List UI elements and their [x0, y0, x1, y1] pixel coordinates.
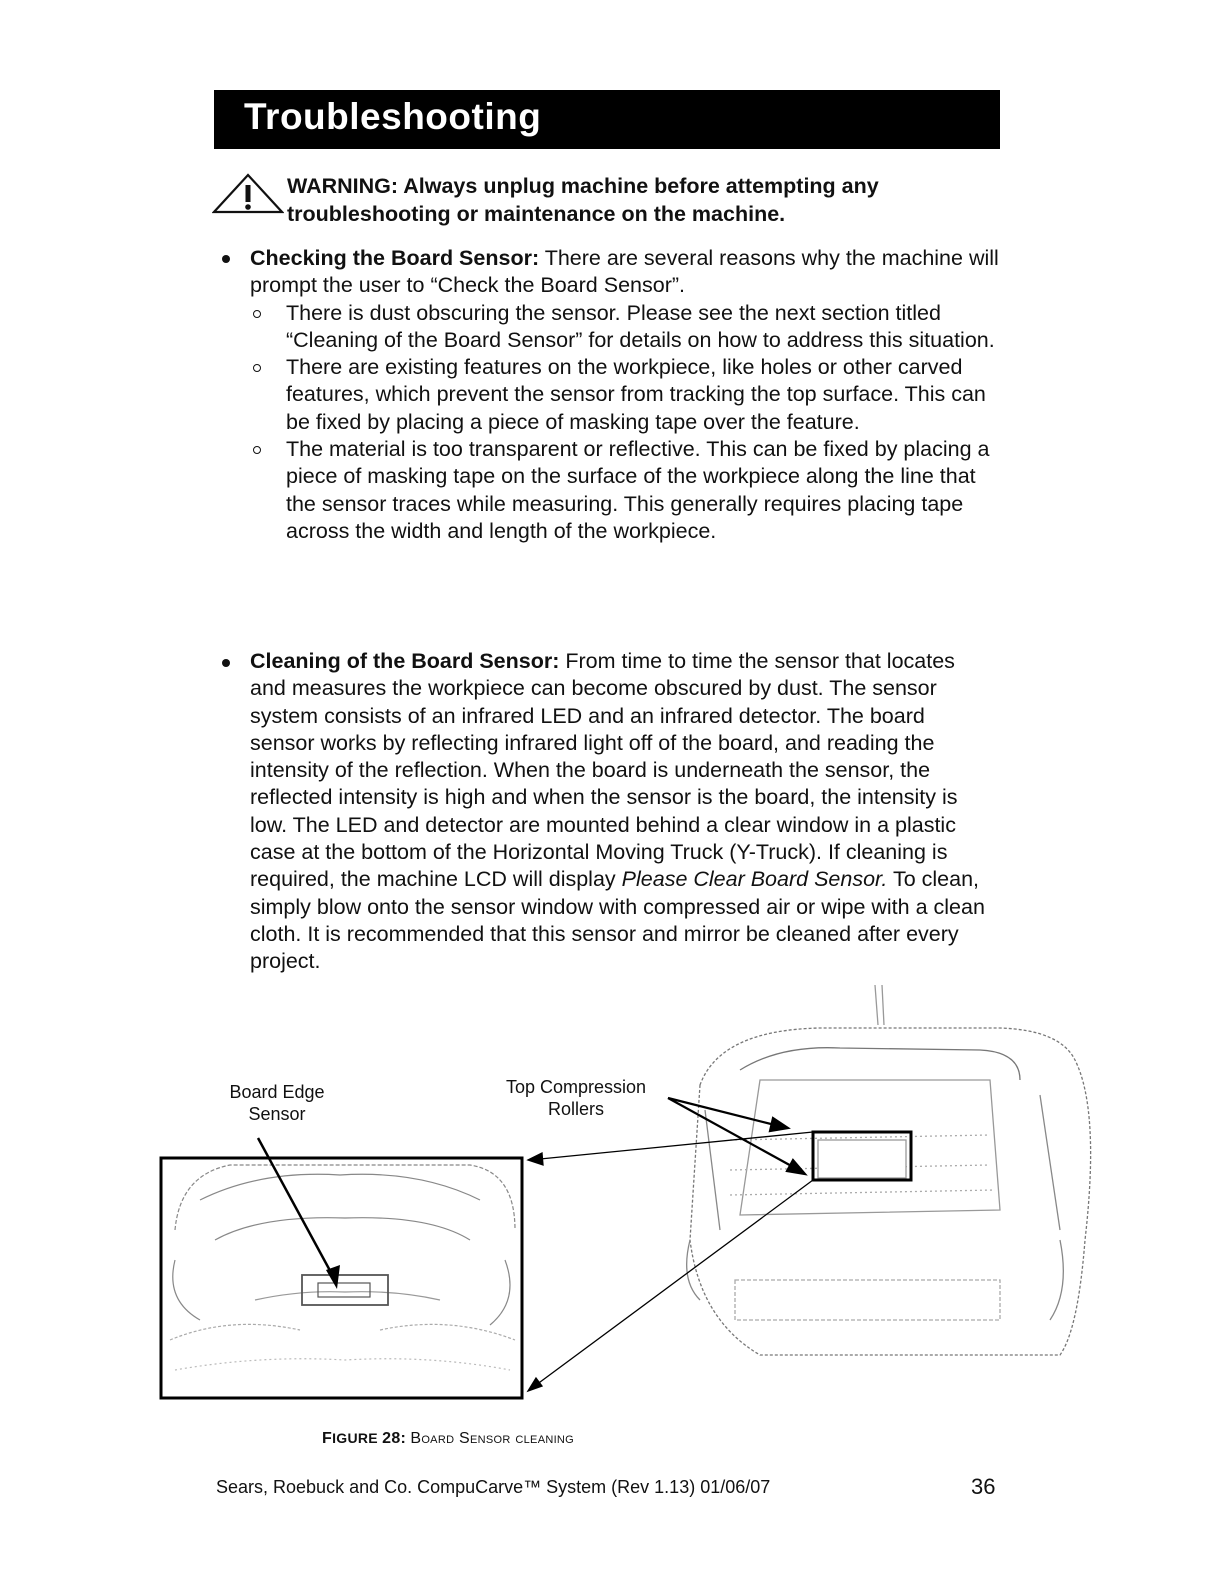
board-edge-sensor-label: Board Edge Sensor [229, 1082, 325, 1124]
page-title: Troubleshooting [244, 96, 542, 137]
lcd-message: Please Clear Board Sensor. [621, 867, 888, 892]
checking-heading: Checking the Board Sensor: [250, 246, 540, 270]
page-footer: Sears, Roebuck and Co. CompuCarve™ System (Rev 1.13) 01/06/07 [216, 1477, 771, 1497]
figure-caption: FIGURE 28: Board Sensor cleaning [322, 1430, 575, 1447]
zoom-connector-lines [528, 1132, 813, 1391]
zoom-inset [161, 1158, 522, 1398]
checking-intro: There are several reasons why the machine will prompt the user to “Check the Board Sensor”. [250, 246, 999, 298]
cleaning-body-2: To clean, simply blow onto the sensor window with compressed air or wipe with a clean cloth. It is recommended that this sensor and mirror be cleaned after every project. [250, 867, 985, 974]
compression-rollers-label: Top Compression Rollers [505, 1077, 647, 1119]
warning-line-2: troubleshooting or maintenance on the machine. [287, 202, 786, 226]
machine-illustration [687, 985, 1091, 1355]
page-number: 36 [971, 1474, 996, 1499]
compression-rollers-arrows [668, 1098, 805, 1174]
list-item: The material is too transparent or reflective. This can be fixed by placing a piece of masking tape on the surface of the workpiece along the line that the sensor traces while measuring. This generally requires placing tape across the width and length of the workpiece. [250, 436, 1010, 545]
warning-line-1: WARNING: Always unplug machine before attempting any [287, 174, 879, 198]
cleaning-heading: Cleaning of the Board Sensor: [250, 649, 560, 673]
list-item: There is dust obscuring the sensor. Please see the next section titled “Cleaning of the Board Sensor” for details on how to address this situation. [250, 300, 1010, 355]
cleaning-body-1: From time to time the sensor that locates and measures the workpiece can become obscured by dust. The sensor system consists of an infrared LED and an infrared detector. The board sensor works by reflecting infrared light off of the board, and reading the intensity of the reflection. When the board is underneath the sensor, the reflected intensity is high and when the sensor is the board, the intensity is low. The LED and detector are mounted behind a clear window in a plastic case at the bottom of the Horizontal Moving Truck (Y-Truck). If cleaning is required, the machine LCD will display [250, 649, 958, 892]
list-item: There are existing features on the workpiece, like holes or other carved features, which prevent the sensor from tracking the top surface. This can be fixed by placing a piece of masking tape over the feature. [250, 354, 1010, 436]
